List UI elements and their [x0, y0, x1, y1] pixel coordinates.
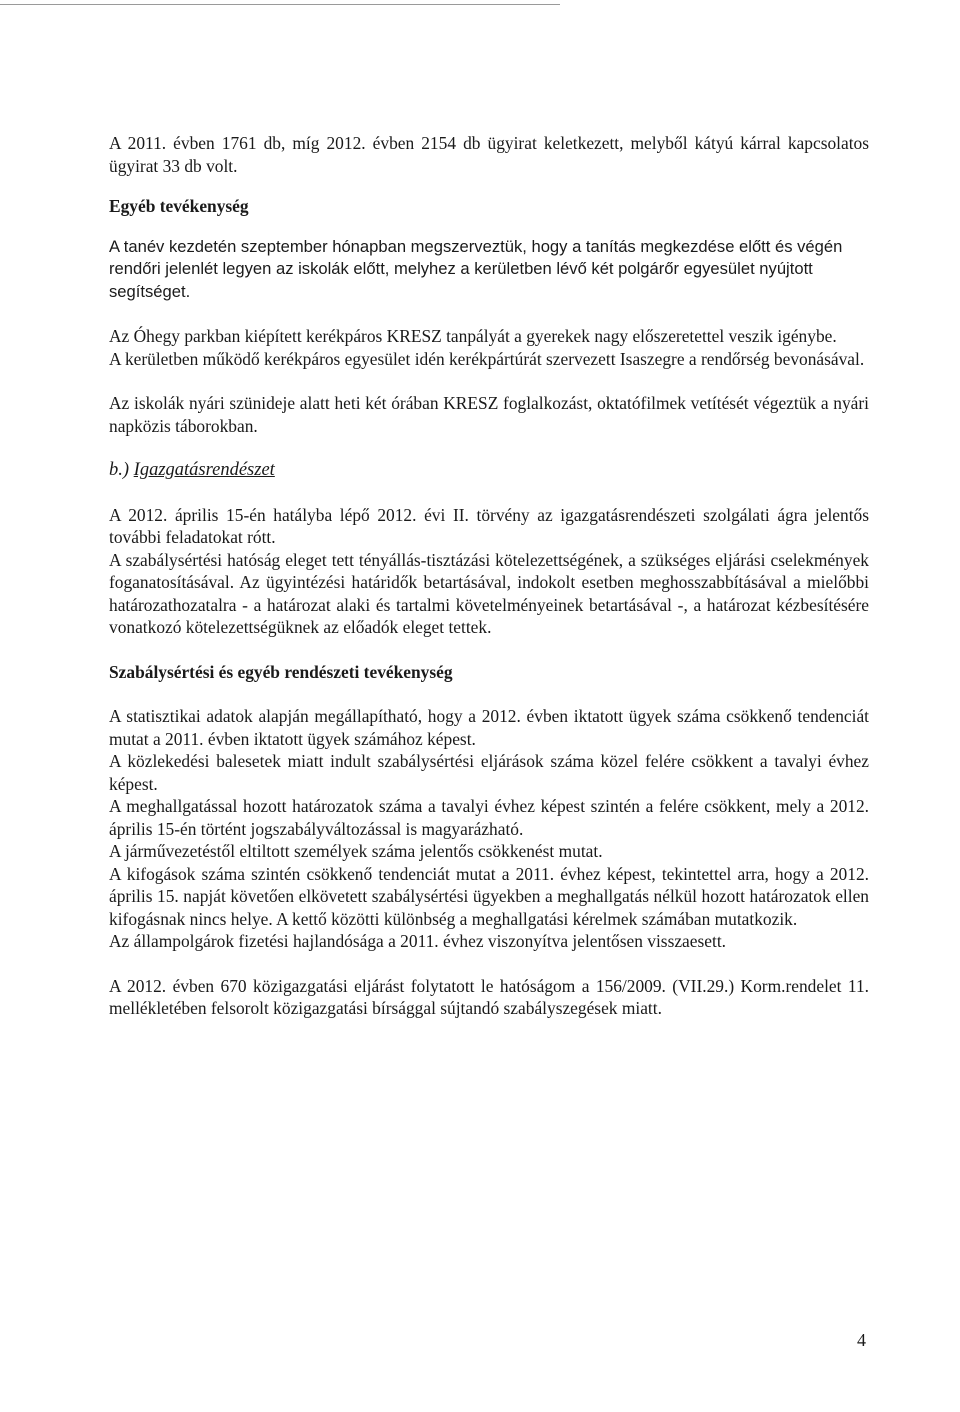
document-page	[109, 132, 869, 1020]
paragraph-torveny: A 2012. április 15-én hatályba lépő 2012. évi II. törvény az igazgatásrendészeti szolgálati ágra jelentős további feladatokat rótt.	[109, 504, 869, 547]
paragraph-kerekparos-egyesulet: A kerületben működő kerékpáros egyesület idén kerékpártúrát szervezett Isaszegre a rendőrség bevonásával.	[109, 348, 865, 369]
paragraph-szabalysertesi-hatosag: A szabálysértési hatóság eleget tett tényállás-tisztázási kötelezettségének, a szükséges eljárási cselekmények foganatosításával. Az ügyintézési határidők betartásával, indokolt esetben meghosszabbításával a mielőbbi határozathozatalra - a határozat alaki és tartalmi követelményeinek betartásával -, a határozat kézbesítésére vonatkozó kötelezettségüknek az előadók eleget tettek.	[109, 549, 869, 637]
paragraph-ugyirat: A 2011. évben 1761 db, míg 2012. évben 2154 db ügyirat keletkezett, melyből kátyú kárral kapcsolatos ügyirat 33 db volt.	[109, 133, 869, 176]
page-number: 4	[857, 1330, 866, 1350]
scan-top-rule	[0, 4, 560, 5]
subheading-prefix: b.)	[109, 460, 134, 480]
paragraph-ohegy-kresz: Az Óhegy parkban kiépített kerékpáros KRESZ tanpályát a gyerekek nagy előszeretettel veszik igénybe.	[109, 326, 837, 346]
heading-szabalysertesi-tevekenyseg: Szabálysértési és egyéb rendészeti tevékenység	[109, 661, 453, 682]
paragraph-meghallgatas: A meghallgatással hozott határozatok száma a tavalyi évhez képest szintén a felére csökkent, mely a 2012. április 15-én történt jogszabályváltozással is magyarázható.	[109, 796, 869, 839]
heading-egyeb-tevekenyseg: Egyéb tevékenység	[109, 196, 249, 216]
paragraph-tanev-kezdet: A tanév kezdetén szeptember hónapban megszerveztük, hogy a tanítás megkezdése előtt és végén rendőri jelenlét legyen az iskolák előtt, melyhez a kerületben lévő két polgárőr egyesület nyújtott segítséget.	[109, 236, 843, 301]
paragraph-jarmuvezetestol-eltiltott: A járművezetéstől eltiltott személyek száma jelentős csökkenést mutat.	[109, 841, 603, 861]
paragraph-nyari-szunido: Az iskolák nyári szünideje alatt heti két órában KRESZ foglalkozást, oktatófilmek vetítését végeztük a nyári napközis táborokban.	[109, 393, 869, 436]
paragraph-kozlekedesi-balesetek: A közlekedési balesetek miatt indult szabálysértési eljárások száma közel felére csökkent a tavalyi évhez képest.	[109, 751, 869, 794]
subheading-title: Igazgatásrendészet	[133, 460, 275, 480]
paragraph-fizetesi-hajlandosag: Az állampolgárok fizetési hajlandósága a 2011. évhez viszonyítva jelentősen visszaesett.	[109, 931, 726, 951]
subheading-igazgatasrendeszet	[109, 459, 869, 482]
paragraph-kifogasok: A kifogások száma szintén csökkenő tendenciát mutat a 2011. évhez képest, tekintettel arra, hogy a 2012. április 15. napját követően elkövetett szabálysértési ügyekben a meghallgatás nélkül hozott határozatok ellen kifogásnak nincs helye. A kettő közötti különbség a meghallgatási kérelmek számában mutatkozik.	[109, 863, 869, 929]
paragraph-kozigazgatasi-eljaras: A 2012. évben 670 közigazgatási eljárást folytatott le hatóságom a 156/2009. (VII.29.) Korm.rendelet 11. mellékletében felsorolt közigazgatási bírsággal sújtandó szabályszegések miatt.	[109, 975, 869, 1018]
paragraph-statisztikai-adatok: A statisztikai adatok alapján megállapítható, hogy a 2012. évben iktatott ügyek száma csökkenő tendenciát mutat a 2011. évben iktatott ügyek számához képest.	[109, 706, 869, 749]
